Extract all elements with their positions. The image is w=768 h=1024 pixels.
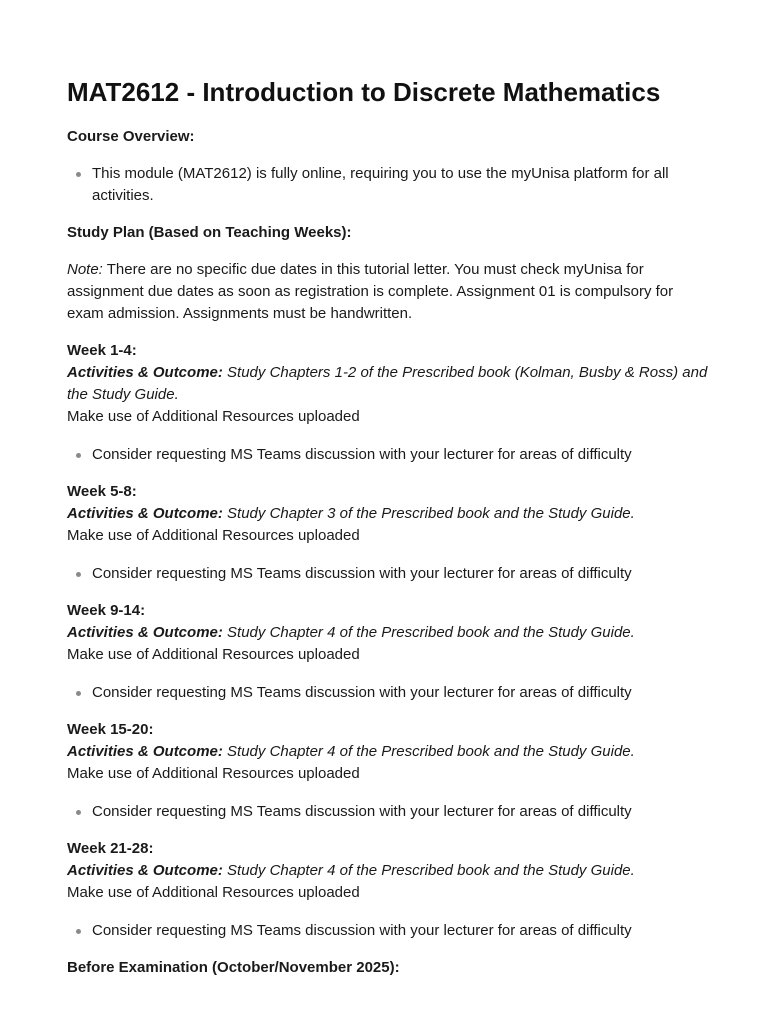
activities-label: Activities & Outcome: bbox=[67, 505, 223, 522]
week-list bbox=[67, 682, 710, 704]
week-list bbox=[67, 801, 710, 823]
list-item bbox=[67, 801, 710, 823]
activities-text: Study Chapter 4 of the Prescribed book and the Study Guide. bbox=[222, 743, 635, 760]
bullet-dot-icon bbox=[76, 929, 81, 934]
week-list bbox=[67, 920, 710, 942]
list-item bbox=[67, 444, 710, 466]
week-section bbox=[67, 838, 710, 942]
week-activities bbox=[67, 622, 710, 644]
activities-label: Activities & Outcome: bbox=[67, 743, 223, 760]
list-item bbox=[67, 163, 710, 207]
note-paragraph bbox=[67, 259, 710, 325]
list-item bbox=[67, 563, 710, 585]
list-item-text: Consider requesting MS Teams discussion with your lecturer for areas of difficulty bbox=[92, 803, 632, 820]
list-item-text: Consider requesting MS Teams discussion with your lecturer for areas of difficulty bbox=[92, 565, 632, 582]
list-item-text: Consider requesting MS Teams discussion with your lecturer for areas of difficulty bbox=[92, 446, 632, 463]
note-text: There are no specific due dates in this tutorial letter. You must check myUnisa for assignment due dates as soon as registration is complete. Assignment 01 is compulsory for exam admission. Assignments must be handwritten. bbox=[67, 261, 674, 322]
activities-label: Activities & Outcome: bbox=[67, 624, 223, 641]
week-resources: Make use of Additional Resources uploaded bbox=[67, 408, 360, 425]
week-resources: Make use of Additional Resources uploaded bbox=[67, 884, 360, 901]
list-item bbox=[67, 682, 710, 704]
list-item-text: This module (MAT2612) is fully online, requiring you to use the myUnisa platform for all activities. bbox=[92, 165, 669, 204]
activities-text: Study Chapters 1-2 of the Prescribed book (Kolman, Busby & Ross) and the Study Guide. bbox=[67, 364, 708, 403]
activities-text: Study Chapter 4 of the Prescribed book and the Study Guide. bbox=[222, 862, 635, 879]
week-section bbox=[67, 481, 710, 585]
note-prefix: Note: bbox=[67, 261, 103, 278]
list-item-text: Consider requesting MS Teams discussion with your lecturer for areas of difficulty bbox=[92, 684, 632, 701]
activities-label: Activities & Outcome: bbox=[67, 364, 223, 381]
bullet-dot-icon bbox=[76, 453, 81, 458]
week-resources: Make use of Additional Resources uploaded bbox=[67, 527, 360, 544]
activities-label: Activities & Outcome: bbox=[67, 862, 223, 879]
week-activities bbox=[67, 362, 710, 406]
bullet-dot-icon bbox=[76, 172, 81, 177]
bullet-dot-icon bbox=[76, 810, 81, 815]
course-overview-list bbox=[67, 163, 710, 207]
course-overview-heading: Course Overview: bbox=[67, 128, 195, 145]
activities-text: Study Chapter 3 of the Prescribed book and the Study Guide. bbox=[222, 505, 635, 522]
week-section bbox=[67, 340, 710, 466]
page-title: MAT2612 - Introduction to Discrete Mathematics bbox=[67, 77, 661, 107]
study-plan-heading: Study Plan (Based on Teaching Weeks): bbox=[67, 224, 352, 241]
week-title: Week 9-14: bbox=[67, 602, 146, 619]
bullet-dot-icon bbox=[76, 691, 81, 696]
week-title: Week 1-4: bbox=[67, 342, 137, 359]
week-section bbox=[67, 600, 710, 704]
week-activities bbox=[67, 741, 710, 763]
week-resources: Make use of Additional Resources uploaded bbox=[67, 765, 360, 782]
list-item-text: Consider requesting MS Teams discussion with your lecturer for areas of difficulty bbox=[92, 922, 632, 939]
week-title: Week 15-20: bbox=[67, 721, 154, 738]
week-section bbox=[67, 719, 710, 823]
list-item bbox=[67, 920, 710, 942]
week-title: Week 21-28: bbox=[67, 840, 154, 857]
week-resources: Make use of Additional Resources uploaded bbox=[67, 646, 360, 663]
week-title: Week 5-8: bbox=[67, 483, 137, 500]
week-list bbox=[67, 563, 710, 585]
week-list bbox=[67, 444, 710, 466]
bullet-dot-icon bbox=[76, 572, 81, 577]
week-activities bbox=[67, 503, 710, 525]
week-activities bbox=[67, 860, 710, 882]
activities-text: Study Chapter 4 of the Prescribed book and the Study Guide. bbox=[222, 624, 635, 641]
before-examination-heading: Before Examination (October/November 2025): bbox=[67, 959, 400, 976]
